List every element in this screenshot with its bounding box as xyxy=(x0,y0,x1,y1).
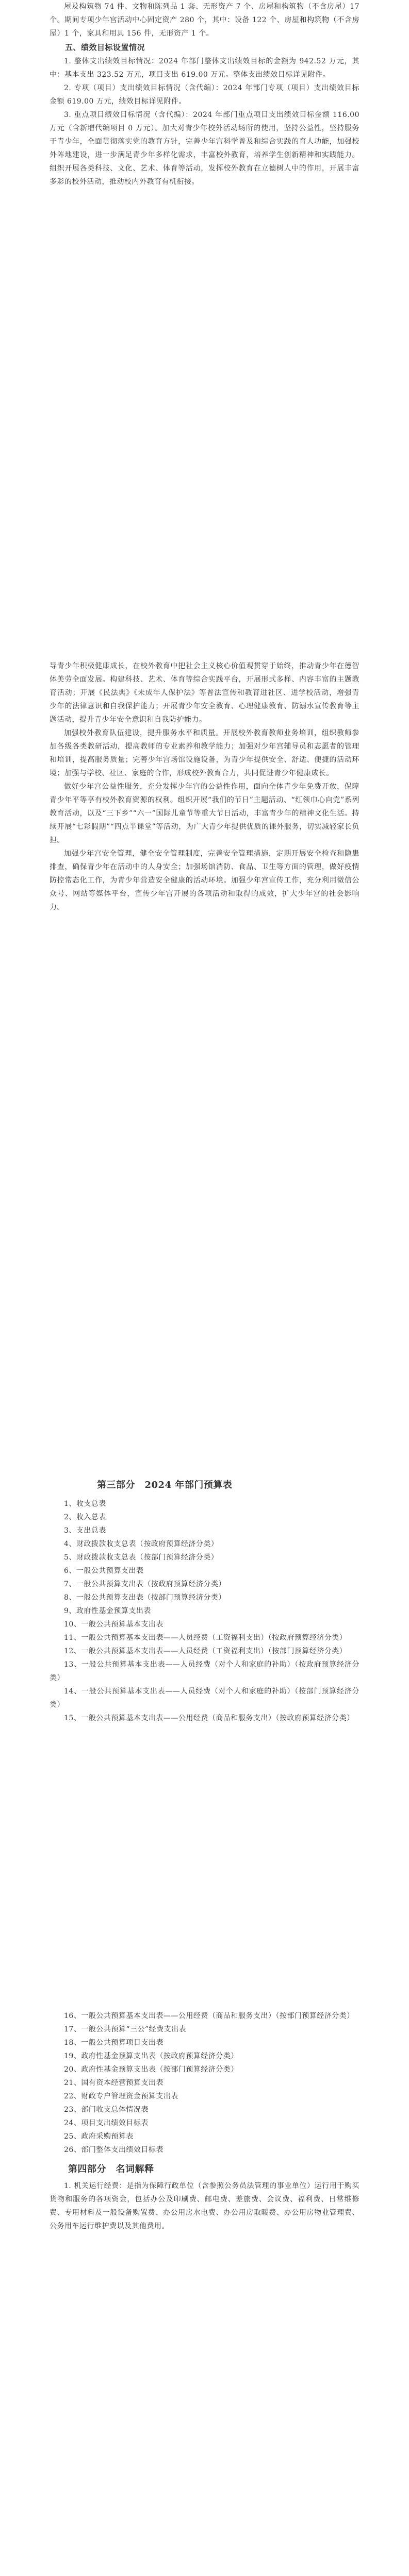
part-three-title: 第三部分 2024 年部门预算表 xyxy=(97,1480,233,1490)
toc-item: 23、部门收支总体情况表 xyxy=(64,2106,149,2114)
toc-item: 4、财政拨款收支总表（按政府预算经济分类） xyxy=(64,1540,219,1548)
toc-item: 19、政府性基金预算支出表（按政府预算经济分类） xyxy=(64,2052,238,2060)
toc-item: 6、一般公共预算支出表 xyxy=(64,1567,144,1575)
toc-item: 20、政府性基金预算支出表（按部门预算经济分类） xyxy=(64,2065,238,2074)
paragraph-key-project-goal: 3. 重点项目绩效目标情况（含代编）：2024 年部门重点项目支出绩效目标金额 116.00 万元（含新增代编项目 0 万元）。加大对青少年校外活动场所的使用，坚持公益性，坚持服务于青少年，全面贯彻落实党的教育方针，完善少年宫科学普及和综合实践的育人功能，加强校外阵地建设，进一步满足青少年多样化需求，丰富校外教育，培养学生创新精神和实践能力。组织开展各类科技、文化、艺术、体育等活动，发挥校外教育在立德树人中的作用，开展丰富多彩的校外活动，推动校内外教育有机衔接。 xyxy=(50,111,359,186)
toc-item: 21、国有资本经营预算支出表 xyxy=(64,2079,163,2087)
toc-item: 3、支出总表 xyxy=(64,1527,106,1535)
toc-item: 7、一般公共预算支出表（按政府预算经济分类） xyxy=(64,1580,226,1588)
toc-item: 2、收入总表 xyxy=(64,1513,106,1521)
section-budget-tables-list-continued xyxy=(0,2009,409,2233)
toc-item: 14、一般公共预算基本支出表——人员经费（对个人和家庭的补助）（按部门预算经济分类） xyxy=(50,1687,359,1709)
part-four-title: 第四部分 名词解释 xyxy=(68,2164,154,2175)
paragraph-activities-3: 做好少年宫公益性服务，充分发挥少年宫的公益性作用，面向全体青少年免费开放，保障青少年平等享有校外教育资源的权利。组织开展“我们的节日”主题活动、“红领巾心向党”系列教育活动，以及“三下乡”“六一”国际儿童节等重大节日活动，丰富青少年的精神文化生活。持续开展“七彩假期”“四点半课堂”等活动，为广大青少年提供优质的课外服务，切实减轻家长负担。 xyxy=(50,783,359,844)
toc-item: 11、一般公共预算基本支出表——人员经费（工资福利支出）（按政府预算经济分类） xyxy=(64,1634,347,1642)
toc-item: 12、一般公共预算基本支出表——人员经费（工资福利支出）（按部门预算经济分类） xyxy=(64,1647,347,1655)
toc-item: 1、收支总表 xyxy=(64,1500,106,1508)
toc-item: 10、一般公共预算基本支出表 xyxy=(64,1620,163,1629)
toc-item: 24、项目支出绩效目标表 xyxy=(64,2119,149,2127)
heading-performance-goals: 五、绩效目标设置情况 xyxy=(65,43,145,52)
toc-item: 15、一般公共预算基本支出表——公用经费（商品和服务支出）（按政府预算经济分类） xyxy=(64,1714,354,1722)
paragraph-project-goal: 2. 专项（项目）支出绩效目标情况（含代编）：2024 年部门专项（项目）支出绩效目标金额 619.00 万元，绩效目标详见附件。 xyxy=(50,84,359,106)
section-performance-goals xyxy=(0,0,409,189)
paragraph-operating-expenses: 1. 机关运行经费：是指为保障行政单位（含参照公务员法管理的事业单位）运行用于购买货物和服务的各项资金，包括办公及印刷费、邮电费、差旅费、会议费、福利费、日常维修费、专用材料及一般设备购置费、办公用房水电费、办公用房取暖费、办公用房物业管理费、公务用车运行维护费以及其他费用。 xyxy=(50,2182,359,2230)
paragraph-overall-goal: 1. 整体支出绩效目标情况：2024 年部门整体支出绩效目标的金额为 942.52 万元，其中：基本支出 323.52 万元，项目支出 619.00 万元。整体支出绩效目标详见附件。 xyxy=(50,57,359,79)
paragraph-assets: 屋及构筑物 74 件、文物和陈列品 1 套、无形资产 7 个、房屋和构筑物（不含房屋）17 个。期间专项少年宫活动中心固定资产 280 个，其中：设备 122 个、房屋和构筑物（不含房屋）1 个，家具和用具 156 件，无形资产 1 个。 xyxy=(50,3,359,38)
paragraph-activities-1: 导青少年积极健康成长，在校外教育中把社会主义核心价值观贯穿于始终，推动青少年在德智体美劳全面发展。构建科技、艺术、体育等综合实践平台，开展形式多样、内容丰富的主题教育活动；开展《民法典》《未成年人保护法》等普法宣传和教育进社区、进学校活动，增强青少年的法律意识和自我保护能力；开展青少年安全教育、心理健康教育、防溺水宣传教育等主题活动，提升青少年安全意识和自我防护能力。 xyxy=(50,662,359,724)
toc-item: 25、政府采购预算表 xyxy=(64,2132,134,2141)
section-activities xyxy=(0,659,409,914)
paragraph-activities-2: 加强校外教育队伍建设，提升服务水平和质量。开展校外教育教师业务培训，组织教师参加各级各类教研活动，提高教师的专业素养和教学能力；加强对少年宫辅导员和志愿者的管理和培训，提高服务质量；完善少年宫场馆设施设备，为青少年提供安全、舒适、便捷的活动环境；加强与学校、社区、家庭的合作，形成校外教育合力，共同促进青少年健康成长。 xyxy=(50,729,359,777)
toc-item: 18、一般公共预算项目支出表 xyxy=(64,2039,163,2047)
toc-item: 22、财政专户管理资金预算支出表 xyxy=(64,2092,178,2100)
toc-item: 16、一般公共预算基本支出表——公用经费（商品和服务支出）（按部门预算经济分类） xyxy=(64,2012,354,2020)
paragraph-activities-4: 加强少年宫安全管理，健全安全管理制度，完善安全管理措施，定期开展安全检查和隐患排查，确保青少年在活动中的人身安全；加强场馆消防、食品、卫生等方面的管理，做好疫情防控常态化工作，为青少年营造安全健康的活动环境。加强少年宫宣传工作，充分利用微信公众号、网站等媒体平台，宣传少年宫开展的各项活动和取得的成效，扩大少年宫的社会影响力。 xyxy=(50,850,359,911)
section-budget-tables-list xyxy=(0,1479,409,1725)
toc-item: 9、政府性基金预算支出表 xyxy=(64,1607,151,1615)
toc-item: 26、部门整体支出绩效目标表 xyxy=(64,2146,163,2154)
toc-item: 8、一般公共预算支出表（按部门预算经济分类） xyxy=(64,1594,226,1602)
toc-item: 5、财政拨款收支总表（按部门预算经济分类） xyxy=(64,1553,219,1562)
toc-item: 17、一般公共预算“三公”经费支出表 xyxy=(64,2025,187,2033)
toc-item: 13、一般公共预算基本支出表——人员经费（对个人和家庭的补助）（按政府预算经济分类） xyxy=(50,1660,359,1682)
